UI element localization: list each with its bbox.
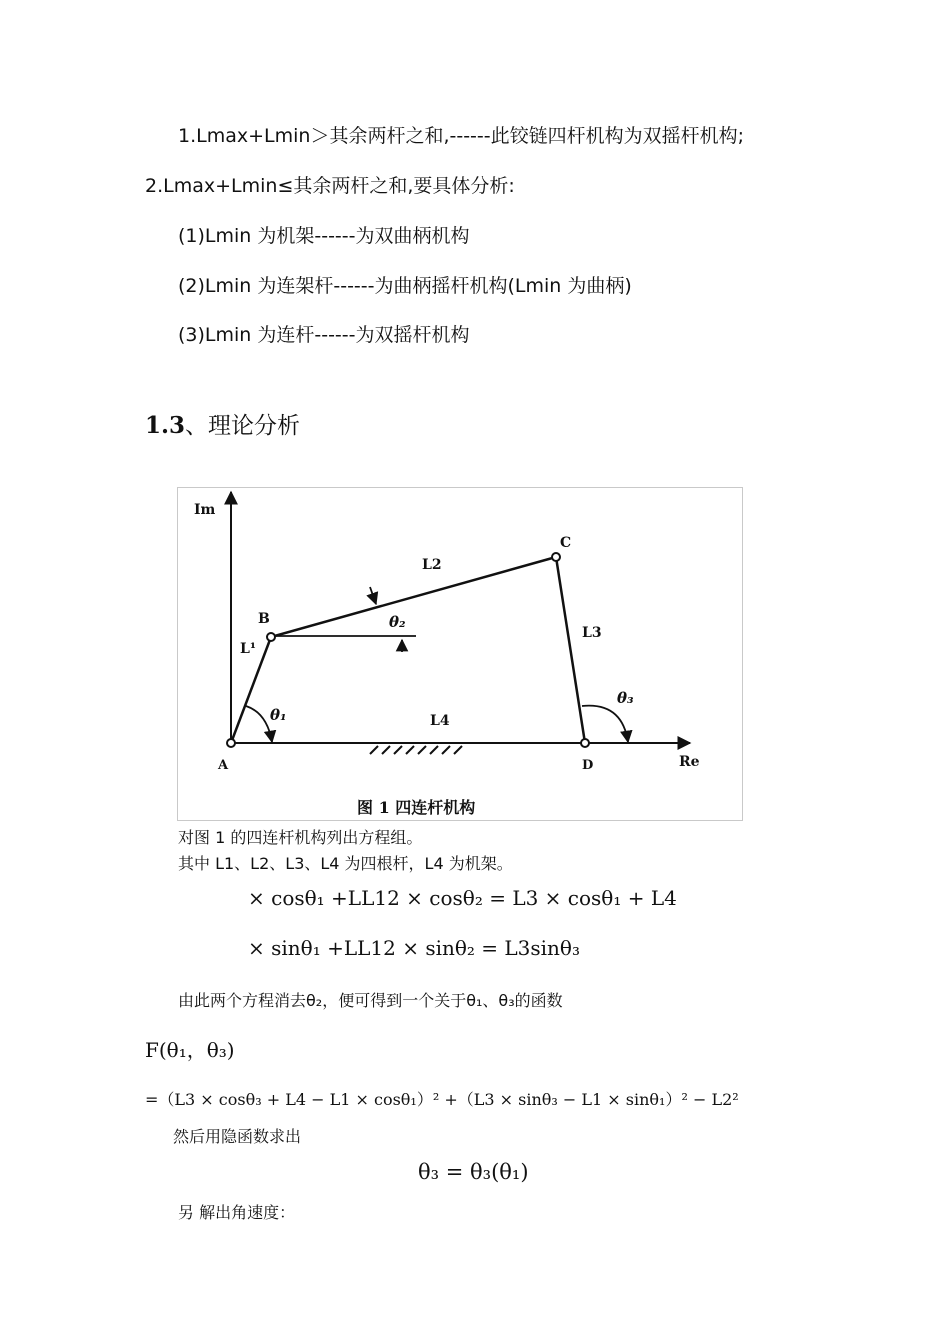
- condition-line-1: 1.Lmax+Lmin＞其余两杆之和,------此铰链四杆机构为双摇杆机构;: [178, 125, 745, 147]
- section-title: 、理论分析: [185, 413, 301, 439]
- joint-a: [227, 739, 235, 747]
- angular-velocity-text: 另 解出角速度：: [178, 1203, 296, 1222]
- axis-im-label: Im: [194, 502, 216, 518]
- theta1-arc: [246, 706, 272, 742]
- ground-hatch: [370, 746, 462, 754]
- point-d-label: D: [582, 758, 594, 773]
- case-3: (3)Lmin 为连杆------为双摇杆机构: [178, 324, 470, 346]
- intro-line-1: 对图 1 的四连杆机构列出方程组。: [178, 828, 423, 847]
- eliminate-text: 由此两个方程消去θ₂，便可得到一个关于θ₁、θ₃的函数: [178, 991, 563, 1010]
- link-l2: [271, 557, 556, 637]
- joint-b: [267, 633, 275, 641]
- link-l3-label: L3: [582, 625, 602, 641]
- point-c-label: C: [560, 535, 572, 551]
- link-l1-label: L¹: [240, 641, 256, 657]
- case-1: (1)Lmin 为机架------为双曲柄机构: [178, 225, 470, 247]
- condition-line-2: 2.Lmax+Lmin≤其余两杆之和,要具体分析:: [145, 175, 515, 197]
- point-a-label: A: [218, 758, 229, 773]
- joint-c: [552, 553, 560, 561]
- link-l3: [556, 557, 585, 743]
- function-head: F(θ₁，θ₃): [145, 1038, 235, 1062]
- angle-theta2-label: θ₂: [389, 613, 406, 631]
- theta2-arrow-top: [370, 587, 376, 604]
- intro-line-2: 其中 L1、L2、L3、L4 为四根杆，L4 为机架。: [178, 854, 513, 873]
- figure-caption: 图 1 四连杆机构: [357, 798, 476, 817]
- joint-d: [581, 739, 589, 747]
- equation-1: × cosθ₁ +LL12 × cosθ₂ = L3 × cosθ₁ + L4: [248, 886, 677, 910]
- link-l2-label: L2: [422, 557, 442, 573]
- link-l4-label: L4: [430, 713, 450, 729]
- result-equation: θ₃ = θ₃(θ₁): [418, 1160, 529, 1184]
- function-body: =（L3 × cosθ₃ + L4 − L1 × cosθ₁）² +（L3 × sinθ₃ − L1 × sinθ₁）² − L2²: [145, 1090, 739, 1109]
- case-2: (2)Lmin 为连架杆------为曲柄摇杆机构(Lmin 为曲柄): [178, 275, 632, 297]
- axis-re-label: Re: [679, 754, 700, 770]
- section-number: 1.3: [145, 412, 186, 439]
- point-b-label: B: [258, 611, 270, 627]
- angle-theta1-label: θ₁: [270, 706, 287, 724]
- implicit-text: 然后用隐函数求出: [173, 1127, 302, 1146]
- angle-theta3-label: θ₃: [617, 689, 634, 707]
- theta3-arc: [582, 706, 628, 742]
- equation-2: × sinθ₁ +LL12 × sinθ₂ = L3sinθ₃: [248, 936, 580, 960]
